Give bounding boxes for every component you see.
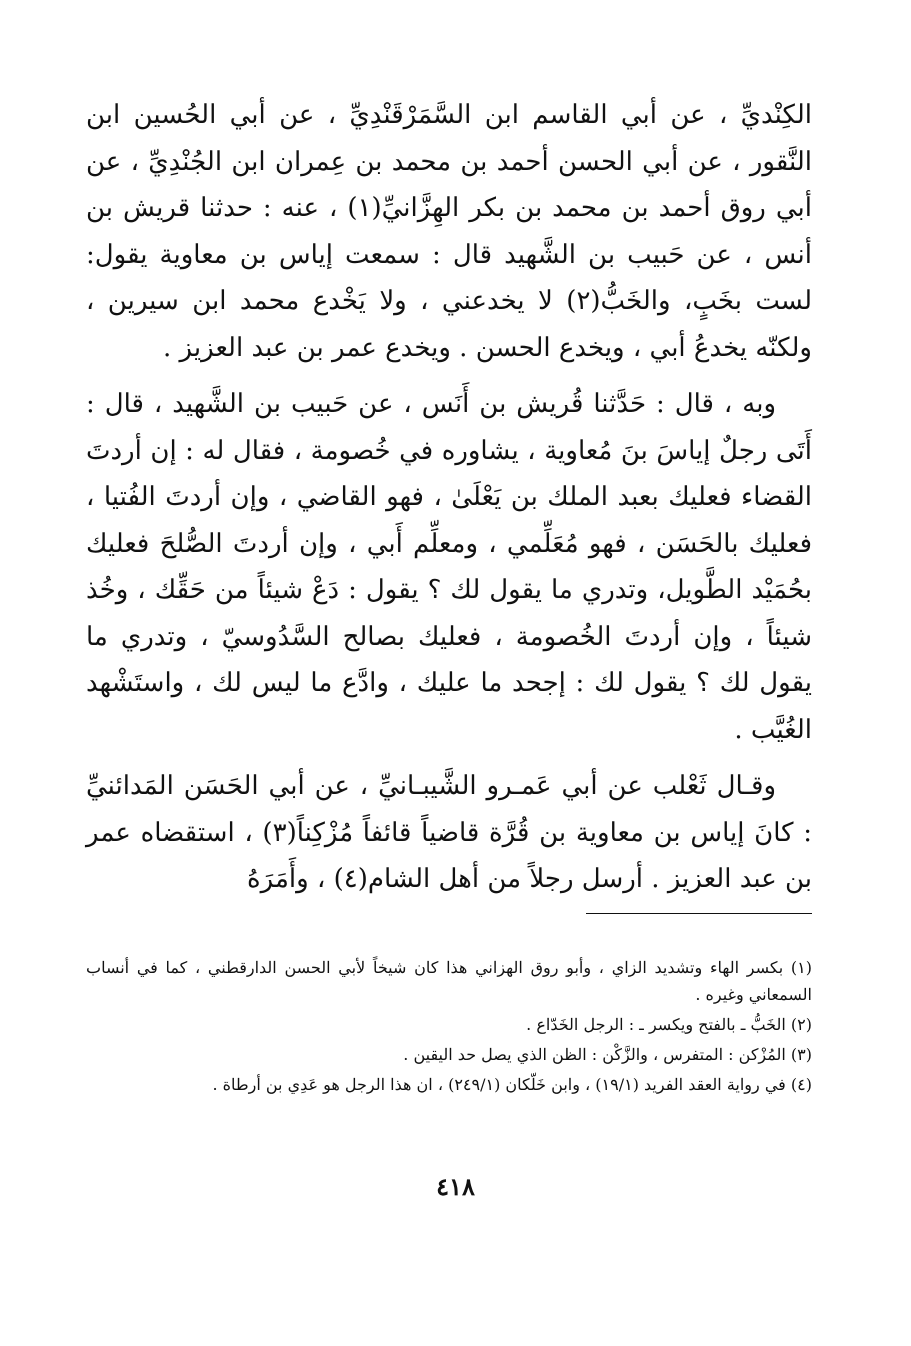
footnote-3: (٣) المُزْكن : المتفرس ، والزَّكْن : الظن الذي يصل حد اليقين . <box>403 1044 812 1064</box>
page-number: ٤١٨ <box>436 1172 475 1201</box>
footnote-4: (٤) في رواية العقد الفريد (١٩/١) ، وابن خَلّكان (٢٤٩/١) ، ان هذا الرجل هو عَدِي بن أرطاة . <box>212 1074 812 1094</box>
footnote-1: (١) بكسر الهاء وتشديد الزاي ، وأبو روق الهزاني هذا كان شيخاً لأبي الحسن الدارقطني ، كما في أنساب السمعاني وغيره . <box>86 957 812 1004</box>
footnotes <box>86 954 812 1098</box>
footnote-2: (٢) الخَبُّ ـ بالفتح ويكسر ـ : الرجل الخَدّاع . <box>526 1014 812 1034</box>
paragraph-2: وبه ، قال : حَدَّثنا قُريش بن أَنَس ، عن حَبيب بن الشَّهيد ، قال : أَتَى رجلٌ إياسَ بنَ مُعاوية ، يشاوره في خُصومة ، فقال له : إن أردتَ القضاء فعليك بعبد الملك بن يَعْلَىٰ ، فهو القاضي ، وإن أردتَ الفُتيا ، فعليك بالحَسَن ، فهو مُعَلِّمي ، ومعلِّم أَبي ، وإن أردتَ الصُّلحَ فعليك بحُمَيْد الطَّويل، وتدري ما يقول لك ؟ يقول : دَعْ شيئاً من حَقِّك ، وخُذ شيئاً ، وإن أردتَ الخُصومة ، فعليك بصالح السَّدُوسيّ ، وتدري ما يقول لك ؟ يقول لك : إجحد ما عليك ، وادَّع ما ليس لك ، واستَشْهد الغُيَّب . <box>86 389 812 745</box>
paragraph-1: الكِنْديِّ ، عن أبي القاسم ابن السَّمَرْقَنْدِيِّ ، عن أبي الحُسين ابن النَّقور ، عن أبي الحسن أحمد بن محمد بن عِمران ابن الجُنْدِيِّ ، عن أبي روق أحمد بن محمد بن بكر الهِزَّانيِّ(١) ، عنه : حدثنا قريش بن أنس ، عن حَبيب بن الشَّهيد قال : سمعت إياس بن معاوية يقول: لست بخَبٍ، والخَبُّ(٢) لا يخدعني ، ولا يَخْدع محمد ابن سيرين ، ولكنّه يخدعُ أبي ، ويخدع الحسن . ويخدع عمر بن عبد العزيز . <box>86 100 812 363</box>
main-text <box>86 92 812 903</box>
book-page <box>86 92 812 1292</box>
footnote-separator <box>586 913 812 914</box>
paragraph-3: وقـال ثَعْلب عن أبي عَمـرو الشَّيبـانيِّ ، عن أبي الحَسَن المَدائنيِّ : كانَ إياس بن معاوية بن قُرَّة قاضياً قائفاً مُزْكِناً(٣) ، استقضاه عمر بن عبد العزيز . أرسل رجلاً من أهل الشام(٤) ، وأَمَرَهُ <box>86 771 812 894</box>
